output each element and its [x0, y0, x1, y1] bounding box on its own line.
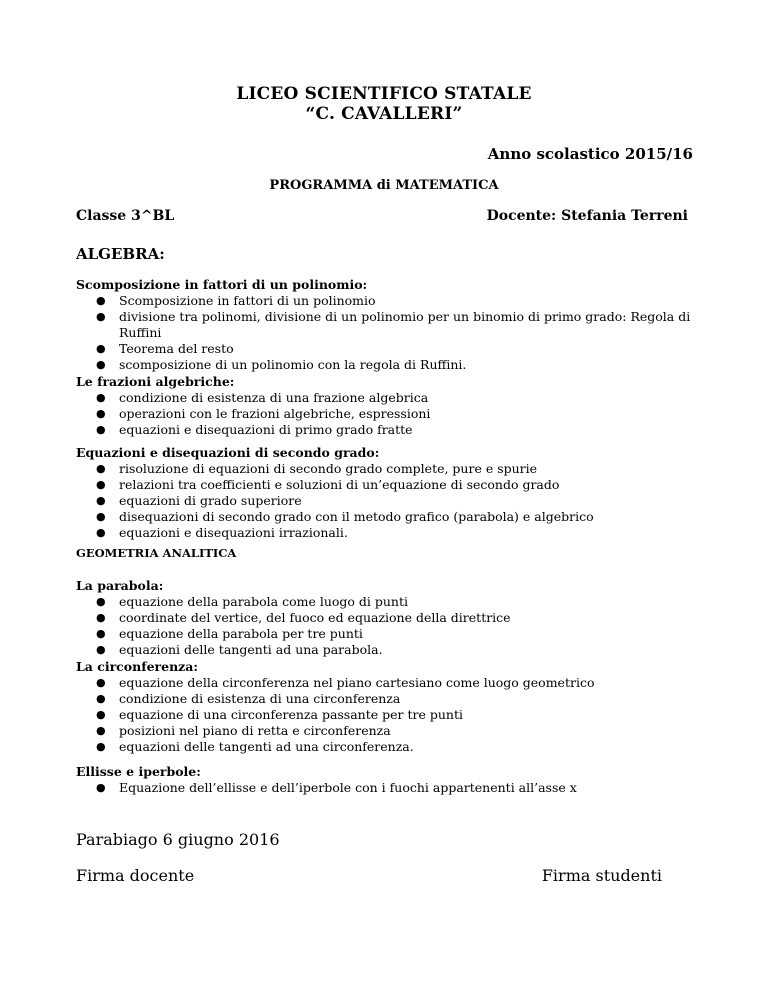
list-item	[76, 739, 706, 755]
bullet-icon: ●	[96, 510, 106, 523]
bullet-icon: ●	[96, 692, 106, 705]
list-item	[76, 723, 706, 739]
bullet-icon: ●	[96, 627, 106, 640]
bullet-icon: ●	[96, 676, 106, 689]
topic-list	[76, 675, 706, 755]
bullet-icon: ●	[96, 494, 106, 507]
program-title: PROGRAMMA di MATEMATICA	[269, 178, 499, 193]
bullet-icon: ●	[96, 407, 106, 420]
list-item-text: equazione della circonferenza nel piano cartesiano come luogo geometrico	[119, 675, 595, 690]
list-item	[76, 780, 706, 796]
list-item	[76, 525, 706, 541]
bullet-icon: ●	[96, 423, 106, 436]
teacher-label: Docente: Stefania Terreni	[486, 208, 688, 224]
school-name-line1: LICEO SCIENTIFICO STATALE	[236, 84, 532, 104]
list-item-text: divisione tra polinomi, divisione di un polinomio per un binomio di primo grado: Regola di Ruffini	[119, 309, 691, 340]
section-title: Le frazioni algebriche:	[76, 374, 235, 389]
bullet-icon: ●	[96, 462, 106, 475]
bullet-icon: ●	[96, 391, 106, 404]
algebra-heading: ALGEBRA:	[76, 245, 165, 263]
list-item	[76, 642, 706, 658]
list-item-text: equazioni delle tangenti ad una parabola.	[119, 642, 383, 657]
section-title: La circonferenza:	[76, 659, 198, 674]
topic-list	[76, 594, 706, 658]
bullet-icon: ●	[96, 478, 106, 491]
list-item-text: disequazioni di secondo grado con il metodo grafico (parabola) e algebrico	[119, 509, 594, 524]
section-scomposizione	[76, 277, 706, 373]
class-label: Classe 3^BL	[76, 208, 175, 224]
school-name-line2: “C. CAVALLERI”	[305, 104, 463, 124]
list-item-text: operazioni con le frazioni algebriche, espressioni	[119, 406, 431, 421]
section-title: La parabola:	[76, 578, 164, 593]
list-item	[76, 493, 706, 509]
list-item-text: posizioni nel piano di retta e circonferenza	[119, 723, 391, 738]
student-signature-label: Firma studenti	[541, 866, 662, 885]
list-item-text: relazioni tra coefficienti e soluzioni di un’equazione di secondo grado	[119, 477, 560, 492]
list-item	[76, 461, 706, 477]
list-item	[76, 293, 706, 309]
list-item-text: coordinate del vertice, del fuoco ed equazione della direttrice	[119, 610, 511, 625]
bullet-icon: ●	[96, 643, 106, 656]
section-equazioni	[76, 445, 706, 541]
bullet-icon: ●	[96, 611, 106, 624]
topic-list	[76, 293, 706, 373]
section-title: Ellisse e iperbole:	[76, 764, 201, 779]
topic-list	[76, 780, 706, 796]
bullet-icon: ●	[96, 595, 106, 608]
list-item-text: equazioni e disequazioni di primo grado fratte	[119, 422, 413, 437]
section-title: Equazioni e disequazioni di secondo grado:	[76, 445, 380, 460]
list-item-text: condizione di esistenza di una circonferenza	[119, 691, 401, 706]
list-item-text: equazioni di grado superiore	[119, 493, 302, 508]
list-item-text: condizione di esistenza di una frazione algebrica	[119, 390, 429, 405]
bullet-icon: ●	[96, 310, 106, 323]
list-item-text: Teorema del resto	[119, 341, 234, 356]
bullet-icon: ●	[96, 724, 106, 737]
bullet-icon: ●	[96, 708, 106, 721]
list-item	[76, 707, 706, 723]
list-item-text: scomposizione di un polinomio con la regola di Ruffini.	[119, 357, 467, 372]
list-item	[76, 309, 706, 341]
list-item	[76, 626, 706, 642]
bullet-icon: ●	[96, 740, 106, 753]
list-item-text: risoluzione di equazioni di secondo grado complete, pure e spurie	[119, 461, 538, 476]
geometria-heading: GEOMETRIA ANALITICA	[76, 546, 237, 560]
bullet-icon: ●	[96, 358, 106, 371]
school-year: Anno scolastico 2015/16	[487, 145, 693, 163]
section-frazioni	[76, 374, 706, 438]
list-item	[76, 390, 706, 406]
section-ellisse-iperbole	[76, 764, 706, 796]
list-item-text: Scomposizione in fattori di un polinomio	[119, 293, 376, 308]
section-parabola	[76, 578, 706, 658]
list-item	[76, 406, 706, 422]
bullet-icon: ●	[96, 526, 106, 539]
bullet-icon: ●	[96, 781, 106, 794]
list-item	[76, 691, 706, 707]
place-date: Parabiago 6 giugno 2016	[76, 830, 280, 849]
topic-list	[76, 390, 706, 438]
list-item	[76, 357, 706, 373]
list-item	[76, 594, 706, 610]
list-item-text: equazione della parabola per tre punti	[119, 626, 363, 641]
list-item	[76, 477, 706, 493]
list-item-text: equazioni delle tangenti ad una circonferenza.	[119, 739, 414, 754]
teacher-signature-label: Firma docente	[76, 866, 195, 885]
list-item-text: equazione di una circonferenza passante per tre punti	[119, 707, 463, 722]
list-item	[76, 341, 706, 357]
section-circonferenza	[76, 659, 706, 755]
list-item-text: equazioni e disequazioni irrazionali.	[119, 525, 348, 540]
list-item-text: equazione della parabola come luogo di punti	[119, 594, 409, 609]
list-item-text: Equazione dell’ellisse e dell’iperbole con i fuochi appartenenti all’asse x	[119, 780, 577, 795]
list-item	[76, 675, 706, 691]
bullet-icon: ●	[96, 294, 106, 307]
bullet-icon: ●	[96, 342, 106, 355]
list-item	[76, 610, 706, 626]
section-title: Scomposizione in fattori di un polinomio:	[76, 277, 368, 292]
topic-list	[76, 461, 706, 541]
list-item	[76, 422, 706, 438]
list-item	[76, 509, 706, 525]
